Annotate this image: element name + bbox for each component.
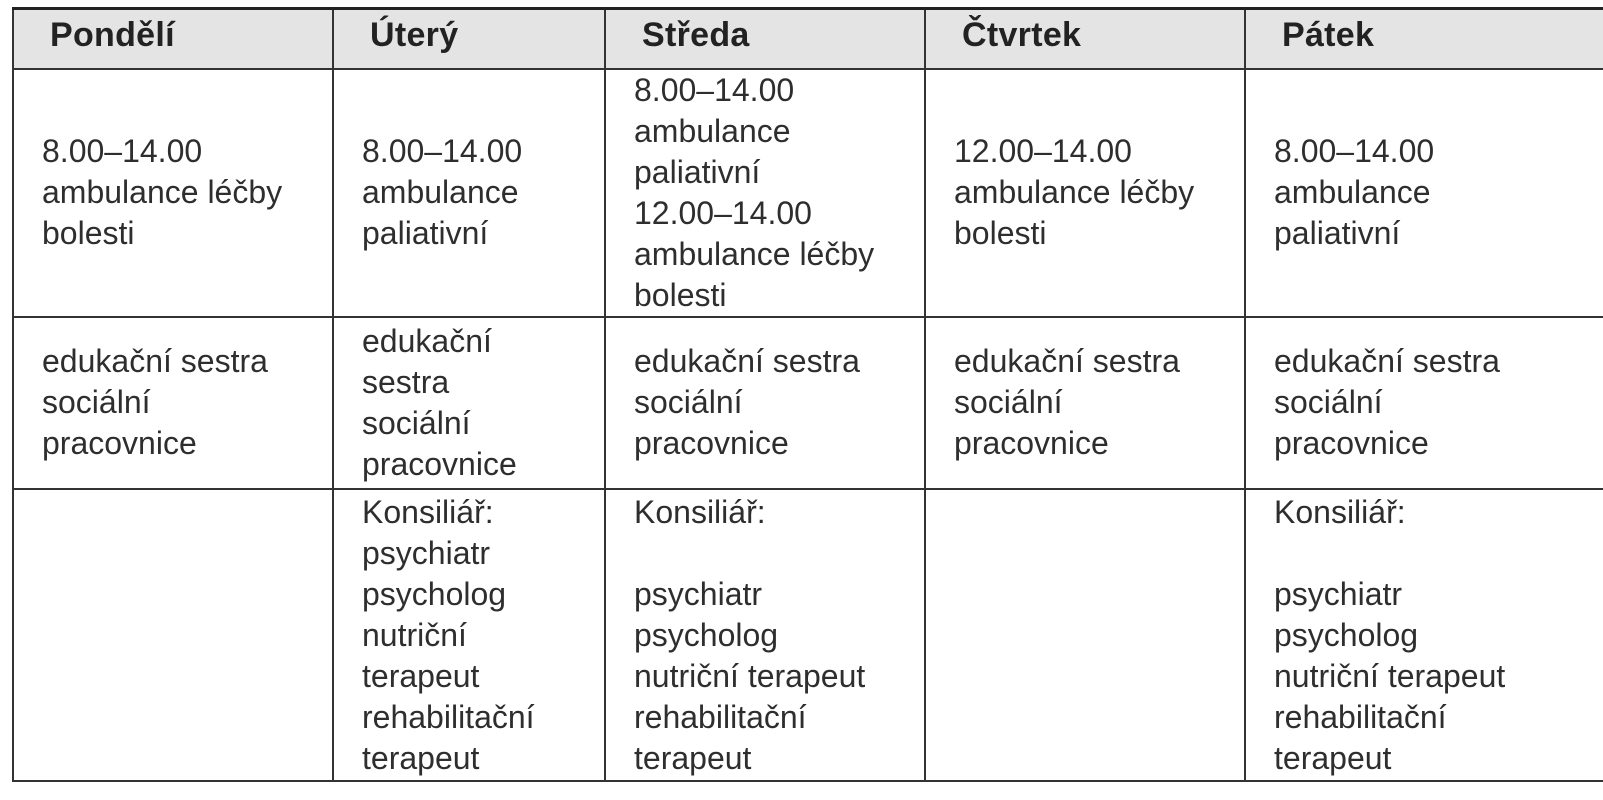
table-body xyxy=(13,69,1603,781)
cell-monday-consultants xyxy=(13,489,333,781)
cell-friday-clinics: 8.00–14.00 ambulance paliativní xyxy=(1245,69,1603,317)
cell-thursday-clinics: 12.00–14.00 ambulance léčby bolesti xyxy=(925,69,1245,317)
cell-monday-clinics: 8.00–14.00 ambulance léčby bolesti xyxy=(13,69,333,317)
cell-friday-staff: edukační sestra sociální pracovnice xyxy=(1245,317,1603,489)
weekly-schedule-table xyxy=(12,7,1603,782)
cell-friday-consultants: Konsiliář: psychiatr psycholog nutriční terapeut rehabilitační terapeut xyxy=(1245,489,1603,781)
cell-tuesday-staff: edukační sestra sociální pracovnice xyxy=(333,317,605,489)
cell-thursday-consultants xyxy=(925,489,1245,781)
header-thursday: Čtvrtek xyxy=(925,9,1245,69)
cell-tuesday-clinics: 8.00–14.00 ambulance paliativní xyxy=(333,69,605,317)
header-monday: Pondělí xyxy=(13,9,333,69)
cell-thursday-staff: edukační sestra sociální pracovnice xyxy=(925,317,1245,489)
table-row-clinics xyxy=(13,69,1603,317)
header-tuesday: Úterý xyxy=(333,9,605,69)
header-friday: Pátek xyxy=(1245,9,1603,69)
header-wednesday: Středa xyxy=(605,9,925,69)
table-row-staff xyxy=(13,317,1603,489)
table-row-consultants xyxy=(13,489,1603,781)
cell-wednesday-clinics: 8.00–14.00 ambulance paliativní 12.00–14.00 ambulance léčby bolesti xyxy=(605,69,925,317)
table-header xyxy=(13,9,1603,69)
cell-monday-staff: edukační sestra sociální pracovnice xyxy=(13,317,333,489)
cell-tuesday-consultants: Konsiliář: psychiatr psycholog nutriční terapeut rehabilitační terapeut xyxy=(333,489,605,781)
header-row xyxy=(13,9,1603,69)
cell-wednesday-staff: edukační sestra sociální pracovnice xyxy=(605,317,925,489)
cell-wednesday-consultants: Konsiliář: psychiatr psycholog nutriční terapeut rehabilitační terapeut xyxy=(605,489,925,781)
